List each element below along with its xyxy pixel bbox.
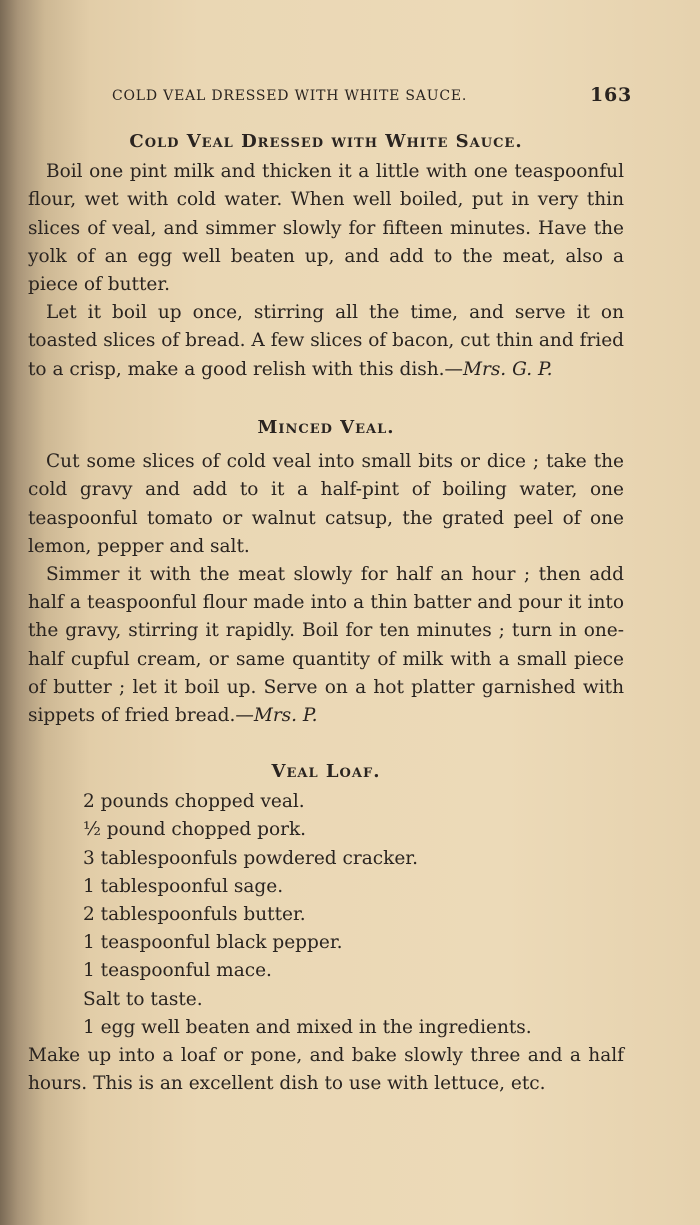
running-title: COLD VEAL DRESSED WITH WHITE SAUCE. [112,88,468,104]
recipe-instructions: Make up into a loaf or pone, and bake slowly three and a half hours. This is an excellent dish to use with lettuce, etc. [28,1045,624,1095]
recipe-author: Mrs. G. P. [463,358,553,380]
recipe-cold-veal [28,128,624,384]
recipe-paragraph: Cut some slices of cold veal into small bits or dice ; take the cold gravy and add to it a half-pint of boiling water, one teaspoonful tomato or walnut catsup, the grated peel of one lemon, pepper and salt. [28,451,624,557]
ingredient-item: 3 tablespoonfuls powdered cracker. [83,847,418,869]
recipe-paragraph [28,299,624,384]
ingredient-item: 1 tablespoonful sage. [83,875,284,897]
ingredient-item: 2 pounds chopped veal. [83,791,305,813]
ingredient-list [28,788,624,1042]
recipe-minced-veal [28,414,624,730]
recipe-veal-loaf [28,758,624,1098]
ingredient-item: 2 tablespoonfuls butter. [83,904,306,926]
ingredient-item: Salt to taste. [83,988,203,1010]
paragraph-text: Simmer it with the meat slowly for half an hour ; then add half a teaspoonful flour made into a thin batter and pour it into the gravy, stirring it rapidly. Boil for ten minutes ; turn in one-half cupful cream, or same quantity of milk with a small piece of butter ; let it boil up. Serve on a hot platter garnished with sippets of fried bread.— [28,564,624,727]
ingredient-item: ½ pound chopped pork. [83,819,307,841]
paragraph-text: Let it boil up once, stirring all the time, and serve it on toasted slices of bread. A few slices of bacon, cut thin and fried to a crisp, make a good relish with this dish.— [28,302,624,380]
recipe-title: Minced Veal. [257,417,395,438]
recipe-paragraph: Boil one pint milk and thicken it a little with one teaspoonful flour, wet with cold water. When well boiled, put in very thin slices of veal, and simmer slowly for fifteen minutes. Have the yolk of an egg well beaten up, and add to the meat, also a piece of butter. [28,161,624,296]
ingredient-item: 1 teaspoonful black pepper. [83,932,343,954]
ingredient-item: 1 egg well beaten and mixed in the ingredients. [83,1016,532,1038]
page-number: 163 [589,84,632,106]
recipe-title: Cold Veal Dressed with White Sauce. [129,131,523,152]
recipe-title: Veal Loaf. [271,761,381,782]
ingredient-item: 1 teaspoonful mace. [83,960,272,982]
recipe-paragraph [28,561,624,730]
recipe-author: Mrs. P. [253,705,318,727]
